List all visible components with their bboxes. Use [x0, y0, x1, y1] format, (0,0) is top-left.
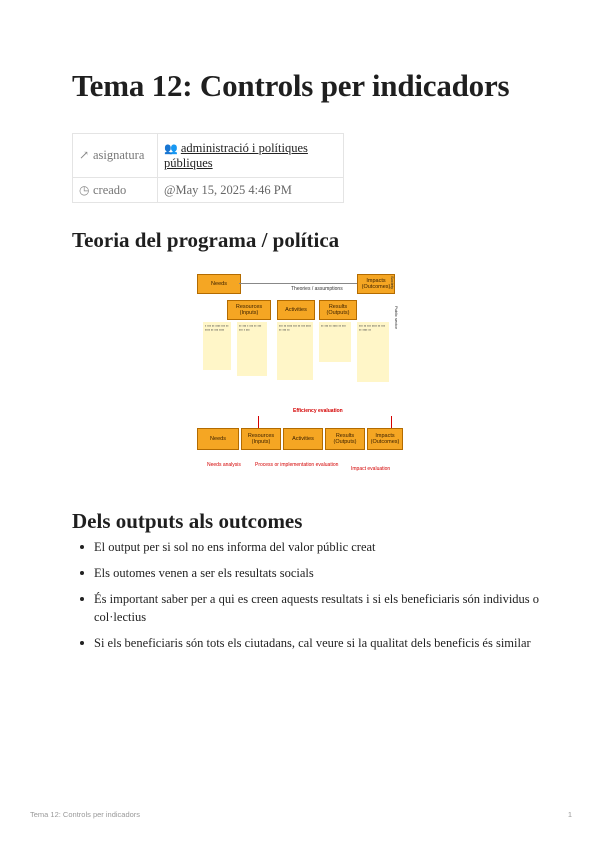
diagram-box-activities: Activities	[277, 300, 315, 320]
note-activities: ▪▪▪ ▪▪ ▪▪▪▪ ▪▪▪ ▪▪ ▪▪▪ ▪▪▪▪ ▪▪ ▪▪▪ ▪▪	[277, 322, 313, 380]
side-label-public: Public sector	[394, 306, 399, 329]
red-connector	[391, 416, 392, 428]
page-title: Tema 12: Controls per indicadors	[72, 68, 510, 103]
diagram-box-needs: Needs	[197, 274, 241, 294]
side-label-society: Society	[390, 276, 395, 290]
property-key: ↗ asignatura	[73, 134, 158, 178]
properties-table	[72, 133, 344, 203]
property-key: ◷ creado	[73, 178, 158, 203]
footer-title: Tema 12: Controls per indicadors	[30, 810, 141, 819]
diagram-box-activities-2: Activities	[283, 428, 323, 450]
efficiency-evaluation-label: Efficiency evaluation	[293, 408, 343, 414]
bullet-list	[72, 538, 542, 660]
people-icon: 👥	[164, 142, 178, 155]
red-connector	[258, 416, 259, 428]
section-heading-teoria: Teoria del programa / política	[72, 228, 340, 252]
property-row-creado	[73, 178, 344, 203]
note-outcomes: ▪▪▪ ▪▪ ▪▪▪ ▪▪▪▪ ▪▪ ▪▪▪ ▪▪ ▪▪▪▪ ▪▪	[357, 322, 389, 382]
diagram-box-impacts-2: Impacts (Outcomes)	[367, 428, 403, 450]
diagram-box-results-2: Results (Outputs)	[325, 428, 365, 450]
footer-page-number: 1	[567, 810, 572, 819]
arrow-up-right-icon: ↗	[79, 148, 90, 162]
section-heading-outputs: Dels outputs als outcomes	[72, 509, 303, 533]
process-evaluation-label: Process or implementation evaluation	[255, 462, 339, 468]
assumptions-line	[239, 283, 357, 284]
note-inputs: ▪▪ ▪▪▪ ▪ ▪▪▪ ▪▪ ▪▪▪ ▪▪▪ ▪ ▪▪▪	[237, 322, 267, 376]
needs-analysis-label: Needs analysis	[207, 462, 241, 468]
clock-icon: ◷	[79, 182, 90, 197]
list-item: El output per si sol no ens informa del valor públic creat	[72, 538, 542, 556]
property-value: @May 15, 2025 4:46 PM	[158, 178, 344, 203]
asignatura-link[interactable]: administració i polítiques públiques	[164, 140, 308, 170]
list-item: És important saber per a qui es creen aquests resultats i si els beneficiaris són individus o col·lectius	[72, 590, 542, 626]
diagram-box-results: Results (Outputs)	[319, 300, 357, 320]
diagram-box-resources: Resources (Inputs)	[227, 300, 271, 320]
list-item: Si els beneficiaris són tots els ciutadans, cal veure si la qualitat dels beneficis és similar	[72, 634, 542, 652]
diagram-box-impacts: Impacts (Outcomes)	[357, 274, 395, 294]
assumptions-label: Theories / assumptions	[291, 286, 343, 292]
property-value[interactable]	[158, 134, 344, 178]
property-row-asignatura	[73, 134, 344, 178]
diagram-box-resources-2: Resources (Inputs)	[241, 428, 281, 450]
note-resources: ▪ ▪▪▪ ▪▪ ▪▪▪▪ ▪▪▪ ▪▪ ▪▪▪▪ ▪▪ ▪▪▪ ▪▪▪▪	[203, 322, 231, 370]
impact-evaluation-label: Impact evaluation	[351, 466, 391, 472]
diagram-box-needs-2: Needs	[197, 428, 239, 450]
note-outputs: ▪▪ ▪▪▪ ▪▪ ▪▪▪▪ ▪▪ ▪▪▪	[319, 322, 351, 362]
list-item: Els outomes venen a ser els resultats socials	[72, 564, 542, 582]
